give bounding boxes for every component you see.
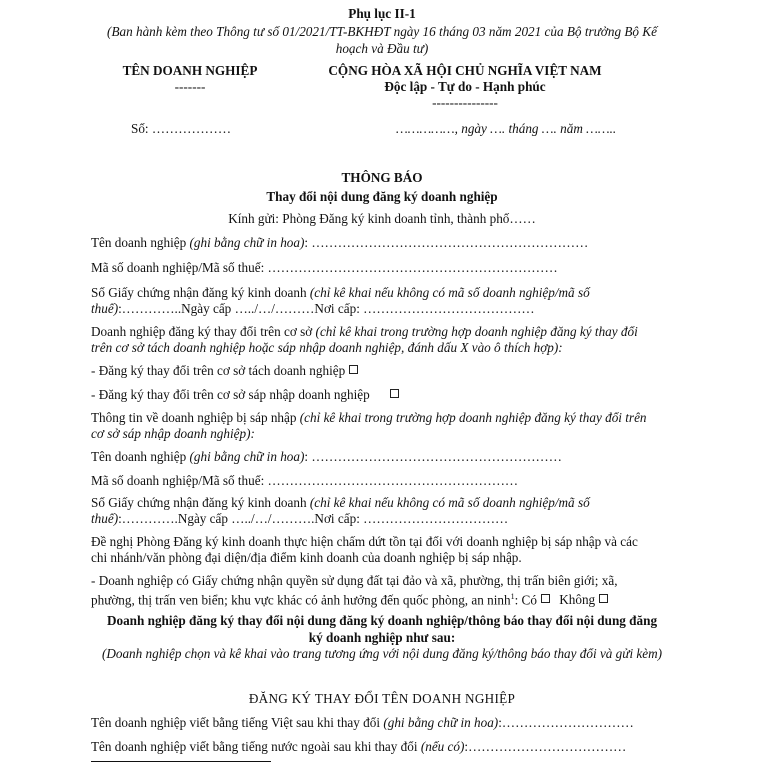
land-rights-footnote: 1 [510, 592, 515, 601]
tax-code-field: Mã số doanh nghiệp/Mã số thuế: ………………………………………………………… [91, 260, 558, 275]
notice-subtitle: Thay đổi nội dung đăng ký doanh nghiệp [266, 189, 498, 204]
company-name-dots: : ……………………………………………………… [304, 235, 589, 250]
name-change-foreign-field [91, 738, 681, 756]
company-header-dashes: ------- [174, 79, 206, 94]
business-cert-line2 [91, 300, 681, 318]
section-heading-line1: Doanh nghiệp đăng ký thay đổi nội dung đăng ký doanh nghiệp/thông báo thay đổi nội dung đăng [106, 613, 658, 628]
issued-note-line1: (Ban hành kèm theo Thông tư số 01/2021/TT-BKHĐT ngày 16 tháng 03 năm 2021 của Bộ trưởng Bộ Kế [107, 24, 657, 39]
option-split-row[interactable] [91, 362, 681, 380]
merged-info-label: Thông tin về doanh nghiệp bị sáp nhập [91, 410, 300, 425]
name-change-vn-label: Tên doanh nghiệp viết bằng tiếng Việt sau khi thay đổi [91, 715, 384, 730]
registration-basis-hint-line2: trên cơ sở tách doanh nghiệp hoặc sáp nhập doanh nghiệp, đánh dấu X vào ô thích hợp): [91, 340, 563, 355]
national-title: CỘNG HÒA XÃ HỘI CHỦ NGHĨA VIỆT NAM [328, 63, 602, 78]
business-cert-hint: (chỉ kê khai nếu không có mã số doanh nghiệp/mã số [309, 285, 590, 300]
section-heading-line2: ký doanh nghiệp như sau: [308, 630, 456, 645]
date-line: ……………, ngày …. tháng …. năm …….. [396, 121, 617, 136]
name-change-foreign-label: Tên doanh nghiệp viết bằng tiếng nước ngoài sau khi thay đổi [91, 739, 421, 754]
business-cert-details: :…………..Ngày cấp …../…/………Nơi cấp: ………………………………… [118, 301, 535, 316]
company-name-hint: (ghi bằng chữ in hoa) [189, 235, 305, 250]
registration-basis-hint: (chỉ kê khai trong trường hợp doanh nghiệp đăng ký thay đổi [315, 324, 638, 339]
option-merge-label: - Đăng ký thay đổi trên cơ sở sáp nhập doanh nghiệp [91, 387, 370, 402]
land-rights-line1: - Doanh nghiệp có Giấy chứng nhận quyền sử dụng đất tại đảo và xã, phường, thị trấn biên giới; xã, [91, 573, 618, 588]
merged-name-label: Tên doanh nghiệp [91, 449, 190, 464]
document-number-line: Số: ……………… [131, 121, 232, 136]
appendix-title: Phụ lục II-1 [348, 6, 416, 21]
option-merge-checkbox[interactable] [390, 389, 399, 398]
merged-cert-hint: (chỉ kê khai nếu không có mã số doanh nghiệp/mã số [309, 495, 590, 510]
termination-request-line2: chi nhánh/văn phòng đại diện/địa điểm kinh doanh của doanh nghiệp bị sáp nhập. [91, 550, 522, 565]
land-rights-yes-checkbox[interactable] [541, 594, 550, 603]
merged-cert-label: Số Giấy chứng nhận đăng ký kinh doanh [91, 495, 310, 510]
company-name-label: Tên doanh nghiệp [91, 235, 190, 250]
issued-note-line2: hoạch và Đầu tư) [335, 41, 429, 56]
option-split-checkbox[interactable] [349, 365, 358, 374]
name-change-vn-field [91, 714, 681, 732]
merged-name-field [91, 448, 681, 466]
name-change-vn-hint: (ghi bằng chữ in hoa) [383, 715, 499, 730]
merged-cert-details: :………….Ngày cấp …../…/……….Nơi cấp: …………………………… [118, 511, 509, 526]
business-cert-hint-end: thuế) [91, 301, 119, 316]
addressee-line: Kính gửi: Phòng Đăng ký kinh doanh tỉnh, thành phố…… [228, 211, 536, 226]
motto-dashes: --------------- [432, 95, 498, 110]
merged-cert-hint-end: thuế) [91, 511, 119, 526]
name-change-vn-dots: :………………………… [498, 715, 634, 730]
merged-info-hint: (chỉ kê khai trong trường hợp doanh nghiệp đăng ký thay đổi trên [299, 410, 647, 425]
land-rights-line2 [91, 588, 681, 609]
registration-basis-label: Doanh nghiệp đăng ký thay đổi trên cơ sở [91, 324, 316, 339]
merged-tax-code-field: Mã số doanh nghiệp/Mã số thuế: ………………………………………………… [91, 473, 519, 488]
land-rights-yes-label: : Có [514, 592, 537, 608]
footnote-separator [91, 761, 271, 762]
name-change-foreign-dots: :……………………………… [464, 739, 627, 754]
option-split-label: - Đăng ký thay đổi trên cơ sở tách doanh nghiệp [91, 363, 346, 378]
name-change-title: ĐĂNG KÝ THAY ĐỔI TÊN DOANH NGHIỆP [248, 691, 516, 706]
merged-cert-line2 [91, 510, 681, 528]
land-rights-text: phường, thị trấn ven biển; khu vực khác có ảnh hưởng đến quốc phòng, an ninh [91, 592, 511, 608]
company-header-title: TÊN DOANH NGHIỆP [122, 63, 258, 78]
option-merge-row[interactable] [91, 386, 681, 404]
notice-title: THÔNG BÁO [341, 170, 423, 185]
land-rights-no-checkbox[interactable] [599, 594, 608, 603]
section-heading-hint: (Doanh nghiệp chọn và kê khai vào trang tương ứng với nội dung đăng ký/thông báo thay đổi và gửi kèm) [101, 646, 663, 661]
merged-name-dots: : ………………………………………………… [304, 449, 562, 464]
national-motto: Độc lập - Tự do - Hạnh phúc [384, 79, 546, 94]
name-change-foreign-hint: (nếu có) [420, 739, 465, 754]
merged-info-hint-line2: cơ sở sáp nhập doanh nghiệp): [91, 426, 255, 441]
merged-name-hint: (ghi bằng chữ in hoa) [189, 449, 305, 464]
termination-request-line1: Đề nghị Phòng Đăng ký kinh doanh thực hiện chấm dứt tồn tại đối với doanh nghiệp bị sáp nhập và các [91, 534, 638, 549]
company-name-field [91, 234, 681, 252]
land-rights-no-label: Không [559, 592, 596, 608]
business-cert-label: Số Giấy chứng nhận đăng ký kinh doanh [91, 285, 310, 300]
